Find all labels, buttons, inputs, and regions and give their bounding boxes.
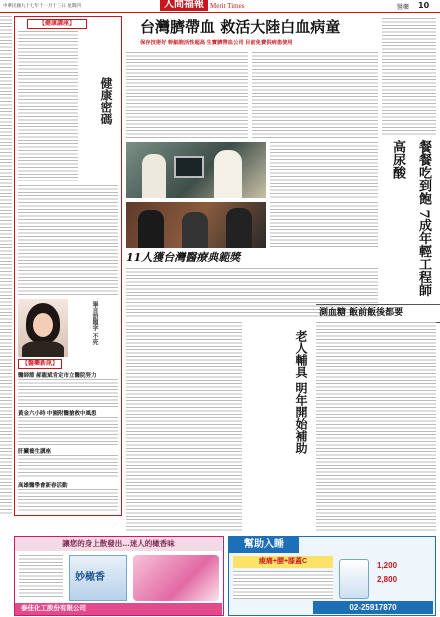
calligraphy-title: 健康密碼: [99, 77, 113, 125]
news-body-2: [18, 417, 118, 445]
ad-left-product: [69, 555, 127, 601]
news-body-4: [18, 489, 118, 513]
logo-text: 人間福報: [164, 0, 204, 10]
portrait-body: [22, 341, 64, 357]
page-number: 10: [418, 1, 430, 10]
ad-left-banner: 讓您的身上散發出…迷人的橄香味: [15, 537, 222, 551]
photo-figure-1: [142, 154, 166, 198]
photo-caption-1: [270, 142, 378, 198]
issue-date: 中華民國九十七年十一月十三日 星期四: [3, 4, 81, 9]
awardee-2: [182, 212, 208, 248]
edge-strip-text: [0, 16, 12, 516]
right-box-text: [316, 322, 436, 532]
ad-right-phone: 02-25917870: [313, 601, 433, 614]
ad-right-sub: 痠痛+腰+膝蓋C: [233, 556, 333, 568]
main-story-text-2: [252, 52, 378, 138]
news-title-4: 高雄醫學會新春活動: [18, 483, 68, 489]
lecture-text-block-2: [18, 185, 118, 295]
middle-headline-text: 老人輔具 明年開始補助: [294, 330, 308, 455]
news-title-1: 醫師節 郝龍斌肯定市立醫院努力: [18, 373, 97, 379]
right-advertisement: [228, 536, 436, 616]
news-title-2: 黃金六小時 中園附醫搶救中風患: [18, 411, 97, 417]
middle-vertical-headline-display: [246, 330, 312, 530]
ad-left-text: [19, 555, 63, 599]
photo-monitor: [174, 156, 204, 178]
ad-right-price-1: 1,200: [377, 561, 398, 570]
feature-headline: 11人獲台灣醫療典範獎: [126, 251, 241, 264]
main-story-text-1: [126, 52, 248, 138]
photo-caption-2: [270, 202, 378, 248]
news-body-1: [18, 379, 118, 407]
photo-figure-2: [214, 150, 242, 198]
right-vertical-headline: 餐餐吃到飽 7成年輕工程師高尿酸: [390, 140, 431, 297]
ad-left-graphic: [133, 555, 219, 601]
right-text-1: [382, 18, 436, 136]
page-header: [0, 0, 440, 13]
doctors-photo: [126, 142, 266, 198]
middle-text-1: [126, 322, 242, 532]
awardee-1: [138, 210, 164, 248]
section-name: 醫藥: [397, 4, 410, 11]
ad-right-product: [339, 559, 369, 599]
ad-right-banner: 幫助入睡: [229, 537, 299, 553]
news-body-3: [18, 455, 118, 479]
ad-right-price-2: 2,800: [377, 575, 398, 584]
health-lecture-tag: 【健康講座】: [27, 19, 87, 29]
medical-news-tag: 【醫藥新訊】: [18, 359, 62, 369]
ad-left-footer: 泰佳化工股份有限公司: [15, 603, 222, 615]
main-headline: 台灣臍帶血 救活大陸白血病童: [140, 18, 341, 36]
logo-english: Merit Times: [210, 2, 245, 10]
ad-right-text: [233, 571, 333, 599]
main-subheadline: 保存技術好 幹細胞活性超高 生寶臍帶血公司 目前免費供病患使用: [140, 40, 293, 46]
right-box-headline: 測血糖 飯前飯後都要: [316, 304, 440, 323]
awardee-3: [226, 208, 252, 248]
author-signature: 畢言語題字 不死: [91, 301, 98, 346]
lecture-text-block: [18, 31, 78, 181]
news-title-3: 肝臟養生講座: [18, 449, 52, 455]
ad-left-brand: 妙橄香: [75, 572, 105, 583]
left-advertisement: [14, 536, 224, 616]
portrait-face: [33, 313, 53, 337]
author-portrait: [18, 299, 68, 357]
left-column: [14, 16, 122, 516]
masthead-logo: [160, 0, 208, 11]
awardees-photo: [126, 202, 266, 248]
